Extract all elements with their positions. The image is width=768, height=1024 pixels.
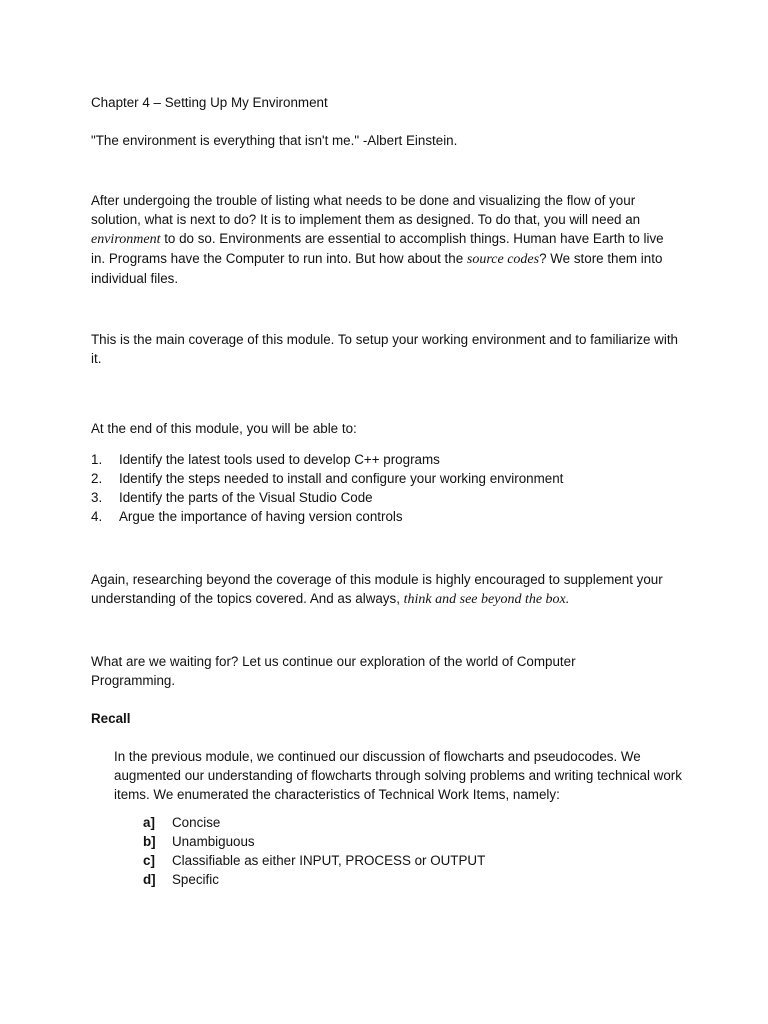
characteristic-item (143, 870, 643, 889)
objective-number: 1. (91, 452, 103, 467)
objective-item (91, 469, 691, 488)
recall-heading: Recall (91, 711, 131, 726)
intro-paragraph (91, 191, 681, 288)
characteristic-item (143, 832, 643, 851)
objective-text: Argue the importance of having version controls (119, 509, 403, 524)
intro-text-3: ? We store them into individual files. (91, 251, 663, 286)
intro-text-2: to do so. Environments are essential to accomplish things. Human have Earth to live in. Programs have the Computer to run into. But how about the (91, 231, 664, 266)
objectives-list (91, 450, 691, 526)
chapter-heading: Chapter 4 – Setting Up My Environment (91, 95, 328, 110)
intro-emphasis-source-codes: source codes (466, 252, 540, 267)
epigraph-quote: "The environment is everything that isn't me." -Albert Einstein. (91, 133, 458, 148)
characteristic-text: Unambiguous (172, 834, 255, 849)
objective-text: Identify the latest tools used to develop C++ programs (119, 452, 440, 467)
continue-paragraph: What are we waiting for? Let us continue our exploration of the world of Computer Programming. (91, 654, 576, 688)
research-paragraph (91, 570, 671, 609)
objective-text: Identify the parts of the Visual Studio Code (119, 490, 373, 505)
characteristic-text: Concise (172, 815, 221, 830)
objective-text: Identify the steps needed to install and configure your working environment (119, 471, 564, 486)
objective-number: 4. (91, 509, 103, 524)
characteristic-letter: b] (143, 834, 156, 849)
characteristic-letter: c] (143, 853, 155, 868)
objective-number: 2. (91, 471, 103, 486)
objective-item (91, 450, 691, 469)
intro-emphasis-environment: environment (91, 232, 161, 247)
objective-item (91, 488, 691, 507)
research-text: Again, researching beyond the coverage of this module is highly encouraged to supplement your understanding of the topics covered. And as always, (91, 572, 663, 606)
characteristics-list (143, 813, 643, 889)
objectives-intro: At the end of this module, you will be able to: (91, 421, 357, 436)
objective-number: 3. (91, 490, 103, 505)
recall-paragraph: In the previous module, we continued our discussion of flowcharts and pseudocodes. We augmented our understanding of flowcharts through solving problems and writing technical work items. We enumerated the characteristics of Technical Work Items, namely: (114, 749, 682, 802)
characteristic-item (143, 851, 643, 870)
characteristic-item (143, 813, 643, 832)
objective-item (91, 507, 691, 526)
coverage-paragraph: This is the main coverage of this module. To setup your working environment and to familiarize with it. (91, 332, 678, 366)
intro-text-1: After undergoing the trouble of listing what needs to be done and visualizing the flow of your solution, what is next to do? It is to implement them as designed. To do that, you will need an (91, 193, 641, 227)
characteristic-text: Classifiable as either INPUT, PROCESS or OUTPUT (172, 853, 486, 868)
research-emphasis: think and see beyond the box. (403, 592, 570, 607)
characteristic-letter: d] (143, 872, 156, 887)
characteristic-letter: a] (143, 815, 155, 830)
characteristic-text: Specific (172, 872, 219, 887)
